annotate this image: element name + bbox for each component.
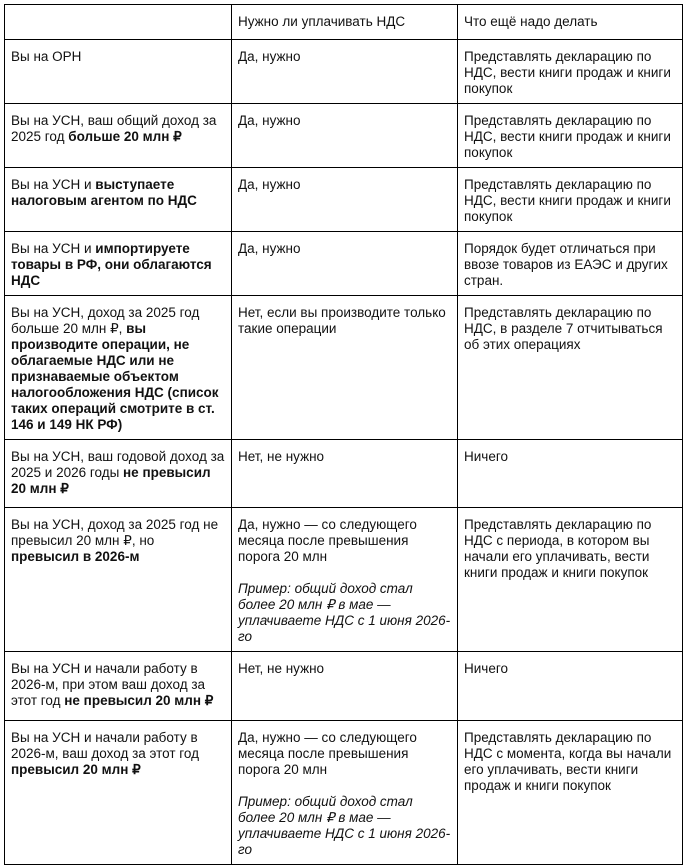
header-cell-vat-required: Нужно ли уплачивать НДС	[232, 5, 458, 40]
table-body	[5, 5, 683, 865]
table-row	[5, 296, 683, 440]
condition-text: Вы на УСН и	[11, 241, 96, 256]
condition-cell	[5, 508, 232, 652]
vat-required-text: Нет, не нужно	[238, 661, 325, 676]
vat-example-text: Пример: общий доход стал более 20 млн ₽ в мае — уплачиваете НДС с 1 июня 2026-го	[238, 581, 451, 644]
todo-cell: Представлять декларацию по НДС, в разделе 7 отчитываться об этих операциях	[458, 296, 683, 440]
vat-required-text: Да, нужно	[238, 241, 301, 256]
table-row	[5, 168, 683, 232]
vat-required-cell	[232, 40, 458, 104]
condition-cell	[5, 104, 232, 168]
condition-emphasis: не превысил 20 млн ₽	[64, 693, 214, 708]
condition-cell	[5, 652, 232, 721]
condition-cell	[5, 296, 232, 440]
todo-cell: Представлять декларацию по НДС, вести книги продаж и книги покупок	[458, 168, 683, 232]
todo-cell: Представлять декларацию по НДС, вести книги продаж и книги покупок	[458, 104, 683, 168]
vat-required-text: Да, нужно — со следующего месяца после превышения порога 20 млн	[238, 517, 417, 564]
vat-required-text: Да, нужно	[238, 49, 301, 64]
todo-cell: Ничего	[458, 652, 683, 721]
table-row	[5, 40, 683, 104]
vat-required-cell	[232, 508, 458, 652]
todo-cell: Ничего	[458, 440, 683, 508]
condition-cell	[5, 40, 232, 104]
vat-rules-table	[4, 4, 683, 865]
vat-required-text: Да, нужно — со следующего месяца после превышения порога 20 млн	[238, 730, 417, 777]
condition-text: Вы на УСН и	[11, 177, 96, 192]
todo-cell: Представлять декларацию по НДС с момента, когда вы начали его уплачивать, вести книги продаж и книги покупок	[458, 721, 683, 865]
vat-required-cell	[232, 168, 458, 232]
condition-text: Вы на УСН, доход за 2025 год не превысил 20 млн ₽, но	[11, 517, 219, 548]
vat-required-cell	[232, 104, 458, 168]
condition-text: Вы на УСН и начали работу в 2026-м, при этом ваш доход за этот год	[11, 661, 206, 708]
condition-text: Вы на ОРН	[11, 49, 82, 64]
vat-required-cell	[232, 232, 458, 296]
vat-example-text: Пример: общий доход стал более 20 млн ₽ в мае — уплачиваете НДС с 1 июня 2026-го	[238, 794, 451, 857]
vat-required-text: Да, нужно	[238, 177, 301, 192]
condition-cell	[5, 168, 232, 232]
table-row	[5, 232, 683, 296]
vat-required-cell	[232, 440, 458, 508]
condition-cell	[5, 232, 232, 296]
vat-required-text: Да, нужно	[238, 113, 301, 128]
condition-emphasis: не превысил 20 млн ₽	[11, 465, 211, 496]
table-row	[5, 652, 683, 721]
condition-emphasis: выступаете налоговым агентом по НДС	[11, 177, 197, 208]
table-row	[5, 440, 683, 508]
vat-required-text: Нет, не нужно	[238, 449, 325, 464]
vat-required-cell	[232, 652, 458, 721]
table-row	[5, 721, 683, 865]
vat-required-text: Нет, если вы производите только такие операции	[238, 305, 446, 336]
header-cell-condition	[5, 5, 232, 40]
condition-emphasis: больше 20 млн ₽	[68, 129, 182, 144]
header-row	[5, 5, 683, 40]
table-row	[5, 508, 683, 652]
condition-text: Вы на УСН и начали работу в 2026-м, ваш доход за этот год	[11, 730, 200, 761]
condition-emphasis: превысил в 2026-м	[11, 549, 140, 564]
condition-cell	[5, 440, 232, 508]
todo-cell: Представлять декларацию по НДС с периода, в котором вы начали его уплачивать, вести книги продаж и книги покупок	[458, 508, 683, 652]
todo-cell: Порядок будет отличаться при ввозе товаров из ЕАЭС и других стран.	[458, 232, 683, 296]
vat-required-cell	[232, 721, 458, 865]
condition-emphasis: импортируете товары в РФ, они облагаются НДС	[11, 241, 212, 288]
condition-text: Вы на УСН, ваш общий доход за 2025 год	[11, 113, 217, 144]
condition-text: Вы на УСН, доход за 2025 год больше 20 млн ₽,	[11, 305, 200, 336]
condition-cell	[5, 721, 232, 865]
header-cell-todo: Что ещё надо делать	[458, 5, 683, 40]
condition-text: Вы на УСН, ваш годовой доход за 2025 и 2026 годы	[11, 449, 225, 480]
vat-required-cell	[232, 296, 458, 440]
condition-emphasis: превысил 20 млн ₽	[11, 762, 141, 777]
condition-emphasis: вы производите операции, не облагаемые НДС или не признаваемые объектом налогообложения НДС (список таких операций смотрите в ст. 146 и 149 НК РФ)	[11, 321, 219, 432]
todo-cell: Представлять декларацию по НДС, вести книги продаж и книги покупок	[458, 40, 683, 104]
table-row	[5, 104, 683, 168]
